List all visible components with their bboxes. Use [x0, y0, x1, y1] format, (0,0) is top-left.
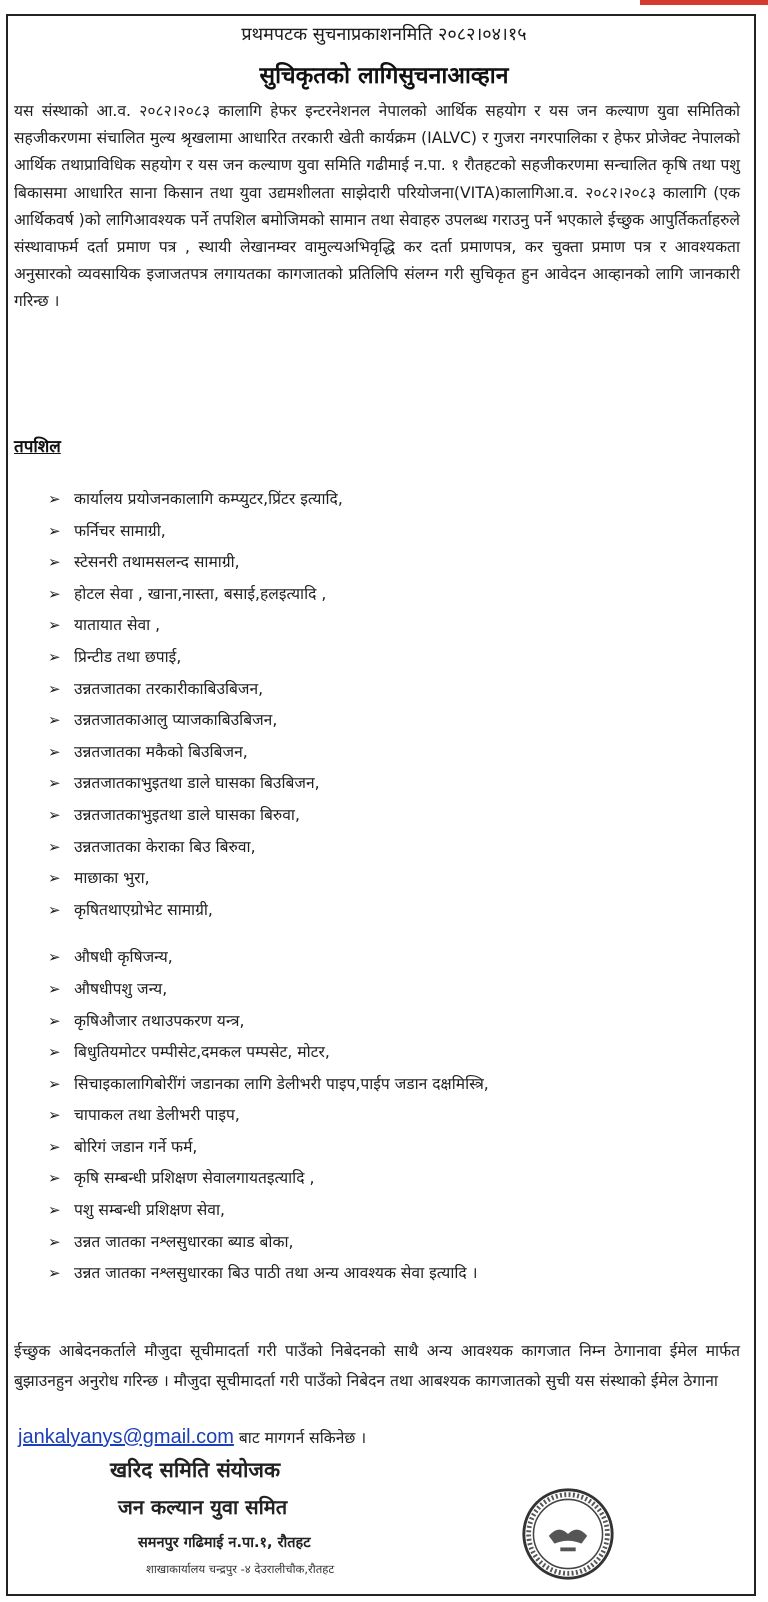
list-item: ➢ कृषिऔजार तथाउपकरण यन्त्र, — [48, 1006, 748, 1038]
email-suffix: बाट मागगर्न सकिनेछ । — [233, 1429, 367, 1447]
requirement-list — [48, 484, 748, 1290]
list-item: ➢ होटल सेवा , खाना,नास्ता, बसाई,हलइत्यादि , — [48, 579, 748, 611]
list-item: ➢ उन्नतजातका केराका बिउ बिरुवा, — [48, 832, 748, 864]
arrow-bullet-icon: ➢ — [48, 647, 61, 666]
list-item: ➢ माछाका भुरा, — [48, 863, 748, 895]
arrow-bullet-icon: ➢ — [48, 553, 61, 572]
arrow-bullet-icon: ➢ — [48, 1137, 61, 1156]
signatory-title: खरिद समिति संयोजक — [110, 1458, 281, 1482]
list-item: ➢ सिचाइकालागिबोरींगं जडानका लागि डेलीभरी पाइप,पाईप जडान दक्षमिस्त्रि, — [48, 1069, 748, 1101]
arrow-bullet-icon: ➢ — [48, 521, 61, 540]
organization-seal-icon — [520, 1486, 616, 1582]
list-item: ➢ उन्नतजातका मकैको बिउबिजन, — [48, 737, 748, 769]
arrow-bullet-icon: ➢ — [48, 1201, 61, 1220]
arrow-bullet-icon: ➢ — [48, 979, 61, 998]
notice-title: सुचिकृतको लागिसुचनाआव्हान — [259, 63, 509, 89]
email-link[interactable]: jankalyanys@gmail.com — [18, 1426, 234, 1448]
arrow-bullet-icon: ➢ — [48, 1232, 61, 1251]
list-item: ➢ उन्नतजातकाभुइतथा डाले घासका बिरुवा, — [48, 800, 748, 832]
list-item: ➢ उन्नत जातका नश्लसुधारका बिउ पाठी तथा अन्य आवश्यक सेवा इत्यादि । — [48, 1258, 748, 1290]
list-item: ➢ औषधी कृषिजन्य, — [48, 942, 748, 974]
arrow-bullet-icon: ➢ — [48, 1106, 61, 1125]
list-item: ➢ औषधीपशु जन्य, — [48, 974, 748, 1006]
organization-address: समनपुर गढिमाई न.पा.१, रौतहट — [138, 1535, 311, 1551]
list-item: ➢ चापाकल तथा डेलीभरी पाइप, — [48, 1100, 748, 1132]
list-item: ➢ कृषितथाएग्रोभेट सामाग्री, — [48, 895, 748, 927]
branch-office-address: शाखाकार्यालय चन्द्रपुर -४ देउरालीचौक,रौतहट — [146, 1562, 335, 1576]
arrow-bullet-icon: ➢ — [48, 948, 61, 967]
list-item: ➢ यातायात सेवा , — [48, 610, 748, 642]
arrow-bullet-icon: ➢ — [48, 1043, 61, 1062]
arrow-bullet-icon: ➢ — [48, 742, 61, 761]
tapashil-heading: तपशिल — [14, 437, 61, 457]
list-item: ➢ उन्नत जातका नश्लसुधारका ब्याड बोका, — [48, 1227, 748, 1259]
arrow-bullet-icon: ➢ — [48, 711, 61, 730]
arrow-bullet-icon: ➢ — [48, 900, 61, 919]
list-item: ➢ उन्नतजातकाआलु प्याजकाबिउबिजन, — [48, 705, 748, 737]
arrow-bullet-icon: ➢ — [48, 490, 61, 508]
publication-date: प्रथमपटक सुचनाप्रकाशनमिति २०८२।०४।१५ — [241, 24, 527, 45]
arrow-bullet-icon: ➢ — [48, 616, 61, 635]
arrow-bullet-icon: ➢ — [48, 1011, 61, 1030]
arrow-bullet-icon: ➢ — [48, 679, 61, 698]
list-item: ➢ स्टेसनरी तथामसलन्द सामाग्री, — [48, 547, 748, 579]
email-line — [18, 1426, 366, 1449]
intro-paragraph: यस संस्थाको आ.व. २०८२।२०८३ कालागि हेफर इन्टरनेशनल नेपालको आर्थिक सहयोग र यस जन कल्याण युवा समितिको सहजीकरणमा संचालित मुल्य श्रृखलामा आधारित तरकारी खेती कार्यक्रम (IALVC) र गुजरा नगरपालिका र हेफर प्रोजेक्ट नेपालको आर्थिक तथाप्राविधिक सहयोग र यस जन कल्याण युवा समिति गढीमाई न.पा. १ रौतहटको सहजीकरणमा सन्चालित कृषि तथा पशु बिकासमा आधारित साना किसान तथा युवा उद्यमशीलता साझेदारी परियोजना(VITA)कालागिआ.व. २०८२।२०८३ कालागि (एक आर्थिकवर्ष )को लागिआवश्यक पर्ने तपशिल बमोजिमको सामान तथा सेवाहरु उपलब्ध गराउनु पर्ने भएकाले ईच्छुक आपुर्तिकर्ताहरुले संस्थावाफर्म दर्ता प्रमाण पत्र , स्थायी लेखानम्वर वामुल्यअभिवृद्धि कर दर्ता प्रमाणपत्र, कर चुक्ता प्रमाण पत्र र आवश्यकता अनुसारको व्यवसायिक इजाजतपत्र लगायतका कागजातको प्रतिलिपि संलग्न गरी सुचिकृत हुन आवेदन आव्हानको लागि जानकारी गरिन्छ । — [14, 102, 740, 311]
closing-paragraph: ईच्छुक आबेदनकर्ताले मौजुदा सूचीमादर्ता गरी पाउँको निबेदनको साथै अन्य आवश्यक कागजात निम्न ठेगानावा ईमेल मार्फत बुझाउनहुन अनुरोध गरिन्छ । मौजुदा सूचीमादर्ता गरी पाउँको निबेदन तथा आबश्यक कागजातको सुची यस संस्थाको ईमेल ठेगाना — [14, 1342, 740, 1390]
list-item: ➢ उन्नतजातकाभुइतथा डाले घासका बिउबिजन, — [48, 768, 748, 800]
list-item: ➢ बोरिगं जडान गर्ने फर्म, — [48, 1132, 748, 1164]
arrow-bullet-icon: ➢ — [48, 1264, 61, 1283]
list-item: ➢ बिधुतियमोटर पम्पीसेट,दमकल पम्पसेट, मोटर, — [48, 1037, 748, 1069]
list-item: ➢ उन्नतजातका तरकारीकाबिउबिजन, — [48, 674, 748, 706]
list-item: ➢ फर्निचर सामाग्री, — [48, 516, 748, 548]
arrow-bullet-icon: ➢ — [48, 805, 61, 824]
arrow-bullet-icon: ➢ — [48, 837, 61, 856]
list-item: ➢ कृषि सम्बन्धी प्रशिक्षण सेवालगायतइत्यादि , — [48, 1163, 748, 1195]
arrow-bullet-icon: ➢ — [48, 869, 61, 888]
list-item: ➢ कार्यालय प्रयोजनकालागि कम्प्युटर,प्रिंटर इत्यादि, — [48, 484, 748, 516]
arrow-bullet-icon: ➢ — [48, 584, 61, 603]
arrow-bullet-icon: ➢ — [48, 774, 61, 793]
arrow-bullet-icon: ➢ — [48, 1074, 61, 1093]
top-accent-bar — [640, 0, 768, 5]
list-item: ➢ पशु सम्बन्धी प्रशिक्षण सेवा, — [48, 1195, 748, 1227]
arrow-bullet-icon: ➢ — [48, 1169, 61, 1188]
list-item: ➢ प्रिन्टीड तथा छपाई, — [48, 642, 748, 674]
organization-name: जन कल्यान युवा समित — [118, 1495, 288, 1519]
